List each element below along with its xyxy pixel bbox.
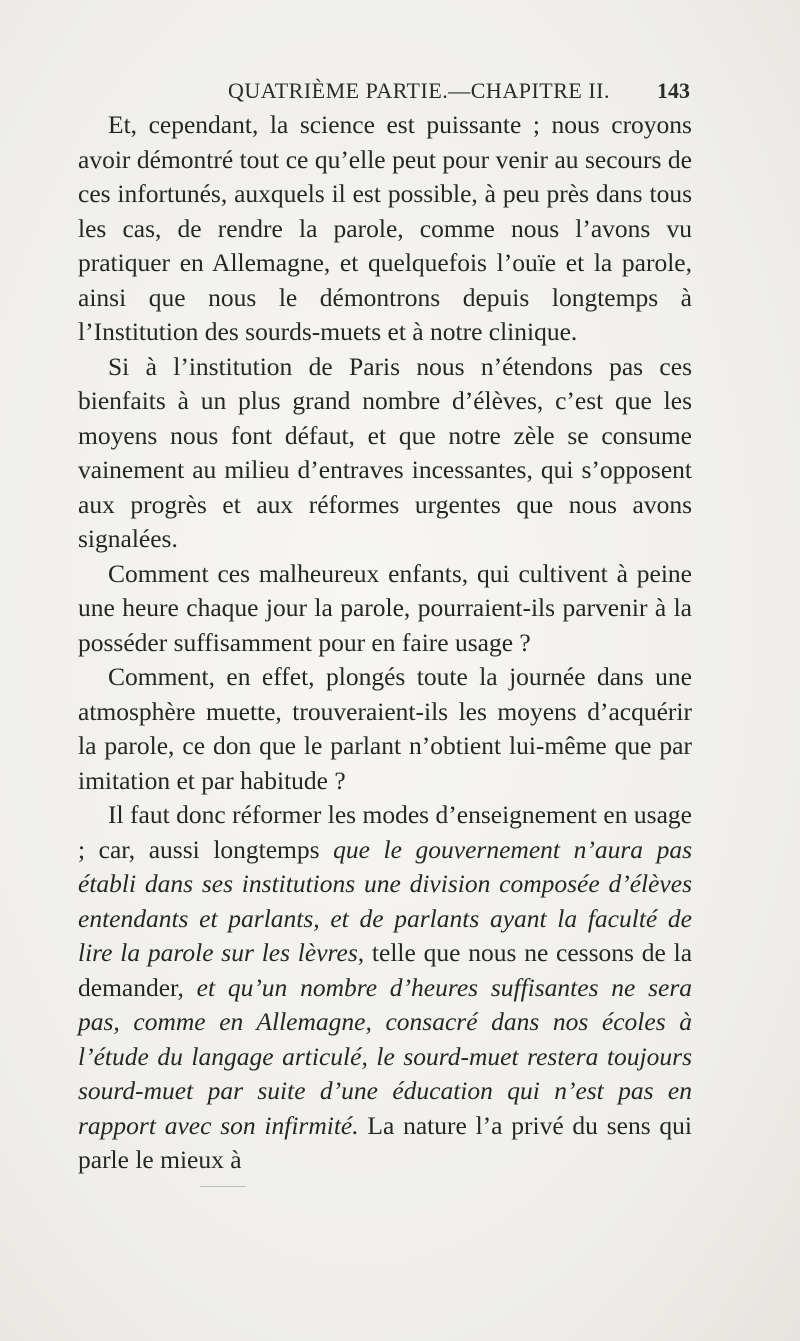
paragraph-5-text-c: La nature l’a privé du sens qui parle le mieux à xyxy=(78,1110,693,1174)
paragraph-5-text-b: telle que nous ne cessons de la demander, xyxy=(78,938,693,1002)
running-header xyxy=(78,70,690,110)
body-text xyxy=(78,108,692,1178)
paragraph-1 xyxy=(78,108,692,350)
chapter-header-title: QUATRIÈME PARTIE.—CHAPITRE II. xyxy=(228,78,610,103)
paragraph-3-text: Comment ces malheureux enfants, qui cultivent à peine une heure chaque jour la parole, pourraient-ils parvenir à la posséder suffisamment pour en faire usage ? xyxy=(78,558,692,657)
page-number: 143 xyxy=(657,78,690,103)
paragraph-5 xyxy=(78,798,692,1178)
paragraph-5-text-a: Il faut donc réformer les modes d’enseignement en usage ; car, aussi longtemps xyxy=(78,800,692,864)
paragraph-2-text: Si à l’institution de Paris nous n’étendons pas ces bienfaits à un plus grand nombre d’élèves, c’est que les moyens nous font défaut, et que notre zèle se consume vainement au milieu d’entraves incessantes, qui s’opposent aux progrès et aux réformes urgentes que nous avons signalées. xyxy=(78,351,692,553)
paragraph-5-italic-b: et qu’un nombre d’heures suffisantes ne sera pas, comme en Allemagne, consacré dans nos écoles à l’étude du langage articulé, le sourd-muet restera toujours sourd-muet par suite d’une éducation qui n’est pas en rapport avec son infirmité. xyxy=(78,972,693,1140)
paragraph-3 xyxy=(78,557,692,661)
paragraph-5-italic-a: que le gouvernement n’aura pas établi dans ses institutions une division composée d’élèves entendants et parlants, et de parlants ayant la faculté de lire la parole sur les lèvres, xyxy=(78,834,692,967)
paragraph-4 xyxy=(78,660,692,798)
footer-rule xyxy=(200,1186,246,1187)
paragraph-1-text: Et, cependant, la science est puissante ; nous croyons avoir démontré tout ce qu’elle peut pour venir au secours de ces infortunés, auxquels il est possible, à peu près dans tous les cas, de rendre la parole, comme nous l’avons vu pratiquer en Allemagne, et quelquefois l’ouïe et la parole, ainsi que nous le démontrons depuis longtemps à l’Institution des sourds-muets et à notre clinique. xyxy=(78,110,692,346)
paragraph-2 xyxy=(78,350,692,557)
paragraph-4-text: Comment, en effet, plongés toute la journée dans une atmosphère muette, trouveraient-ils les moyens d’acquérir la parole, ce don que le parlant n’obtient lui-même que par imitation et par habitude ? xyxy=(78,662,692,795)
